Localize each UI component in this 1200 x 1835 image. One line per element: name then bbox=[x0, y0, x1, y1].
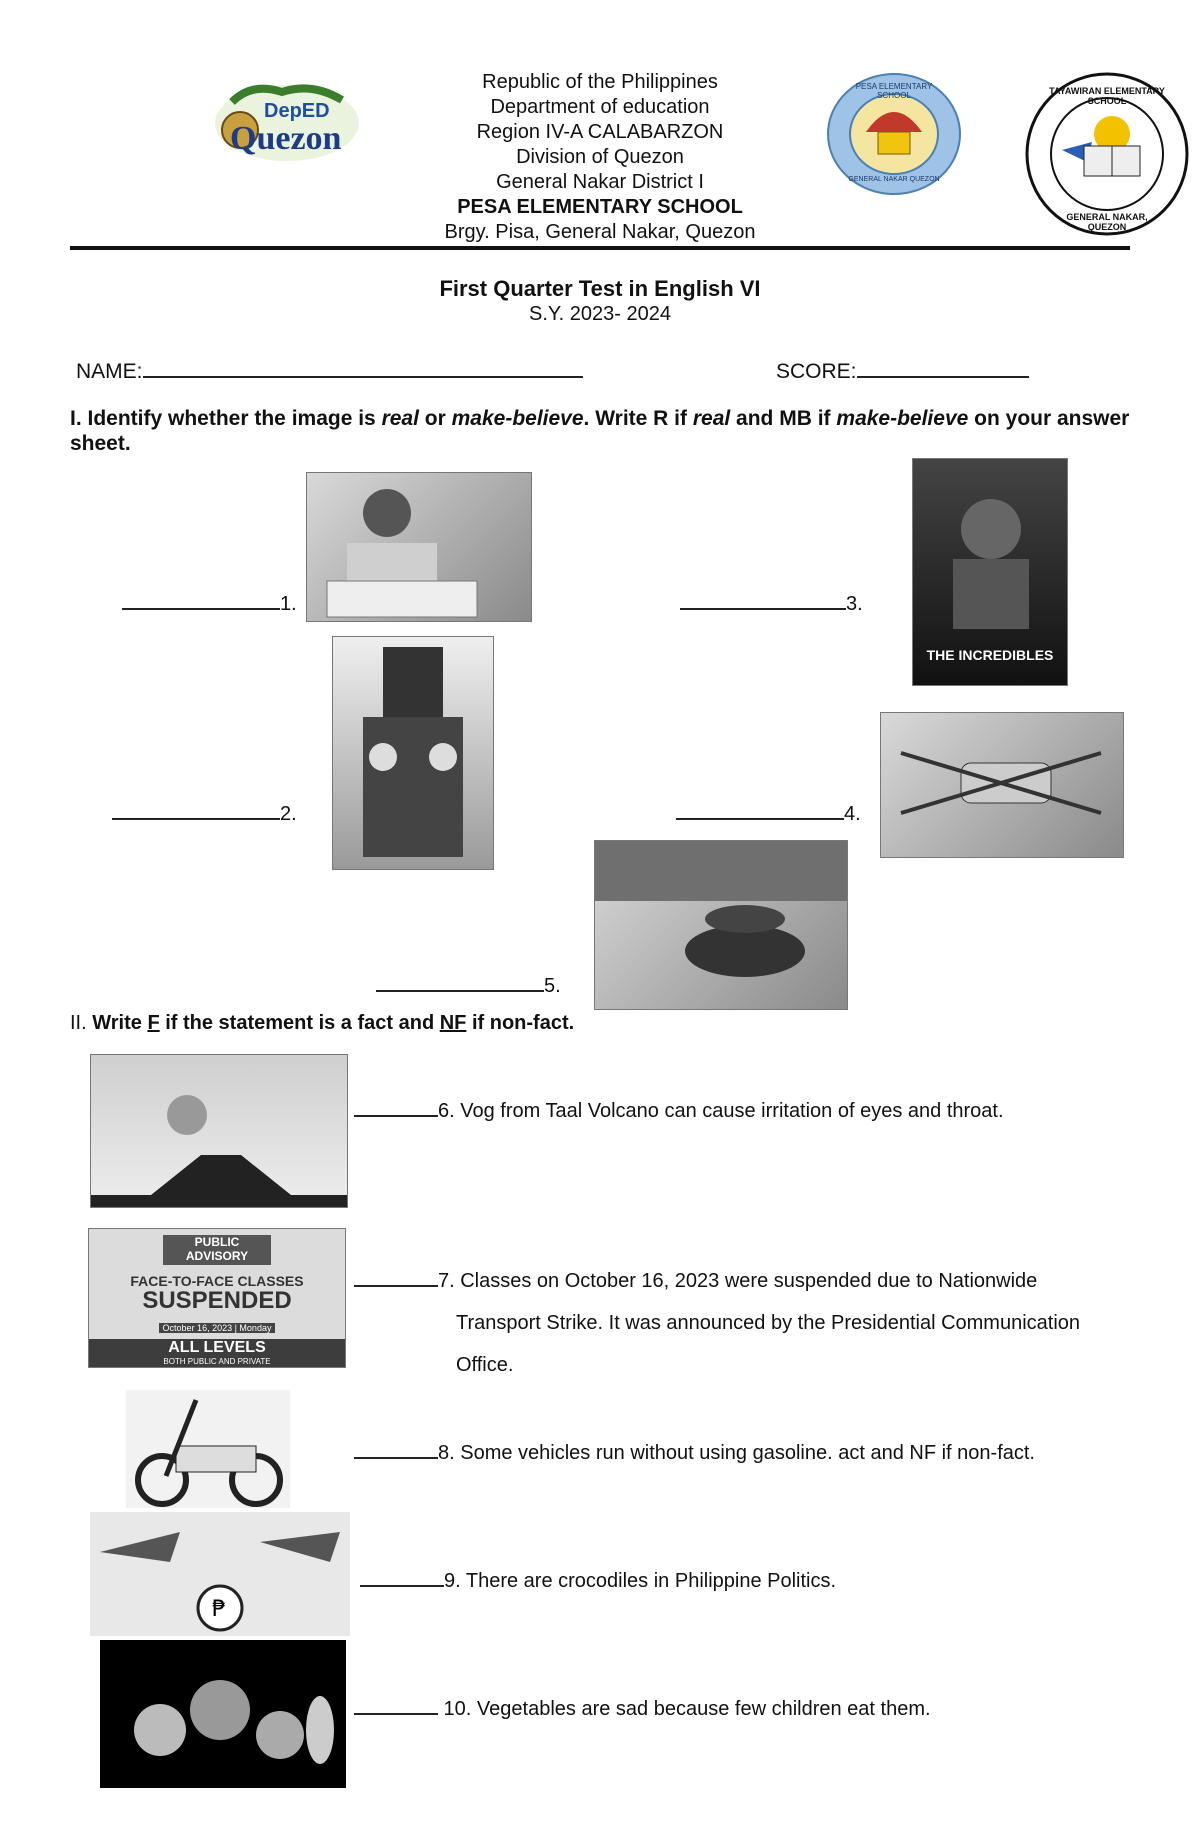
instr-text: II. bbox=[70, 1012, 93, 1034]
answer-blank[interactable] bbox=[354, 1091, 438, 1117]
answer-item-2[interactable] bbox=[112, 798, 297, 826]
quezon-text: Quezon bbox=[230, 120, 342, 157]
item-number: 1. bbox=[280, 593, 297, 615]
boy-reading-photo bbox=[306, 472, 532, 622]
question-text: 7. Classes on October 16, 2023 were suspended due to Nationwide bbox=[438, 1270, 1038, 1292]
answer-blank[interactable] bbox=[360, 1561, 444, 1587]
tayawiran-seal-text: TAYAWIRAN ELEMENTARY SCHOOL bbox=[1049, 86, 1165, 106]
answer-blank[interactable] bbox=[680, 588, 846, 610]
pesa-school-seal bbox=[826, 72, 962, 196]
answer-item-1[interactable] bbox=[122, 588, 297, 616]
instr-text: make-believe bbox=[836, 407, 969, 430]
score-blank[interactable] bbox=[857, 356, 1029, 378]
instr-text: and MB if bbox=[730, 407, 837, 430]
header-divider bbox=[70, 246, 1130, 250]
answer-blank[interactable] bbox=[354, 1433, 438, 1459]
answer-item-3[interactable] bbox=[680, 588, 863, 616]
voltes-robot-image bbox=[332, 636, 494, 870]
header-line: Department of education bbox=[490, 96, 710, 118]
score-label: SCORE: bbox=[776, 360, 857, 383]
question-8[interactable] bbox=[354, 1432, 1035, 1474]
incredibles-poster bbox=[912, 458, 1068, 686]
question-text: 6. Vog from Taal Volcano can cause irritation of eyes and throat. bbox=[438, 1100, 1004, 1122]
answer-blank[interactable] bbox=[376, 970, 544, 992]
advisory-line: ALL LEVELS bbox=[168, 1339, 266, 1356]
item-number: 3. bbox=[846, 593, 863, 615]
question-text: 8. Some vehicles run without using gasoline. act and NF if non-fact. bbox=[438, 1442, 1035, 1464]
header-line: Region IV-A CALABARZON bbox=[476, 121, 724, 143]
name-field[interactable] bbox=[76, 356, 583, 384]
answer-item-5[interactable] bbox=[376, 970, 561, 998]
question-text: 9. There are crocodiles in Philippine Politics. bbox=[444, 1570, 837, 1592]
part2-instructions bbox=[70, 1012, 574, 1035]
advisory-line: SUSPENDED bbox=[142, 1287, 292, 1314]
crocodile-cartoon-image bbox=[90, 1512, 350, 1636]
question-7-continuation: Transport Strike. It was announced by the Presidential Communication bbox=[456, 1312, 1081, 1334]
header-line: Division of Quezon bbox=[516, 146, 684, 168]
advisory-line: PUBLIC bbox=[194, 1235, 240, 1249]
part1-instructions bbox=[70, 406, 1130, 456]
answer-blank[interactable] bbox=[676, 798, 844, 820]
instr-text: NF bbox=[439, 1012, 467, 1034]
name-label: NAME: bbox=[76, 360, 143, 383]
item-number: 2. bbox=[280, 803, 297, 825]
advisory-line: October 16, 2023 | Monday bbox=[159, 1323, 275, 1333]
test-title: First Quarter Test in English VI bbox=[439, 276, 761, 301]
instr-text: on your answer sheet. bbox=[70, 407, 1130, 455]
item-number: 4. bbox=[844, 803, 861, 825]
name-blank[interactable] bbox=[143, 356, 583, 378]
school-address: Brgy. Pisa, General Nakar, Quezon bbox=[444, 221, 756, 243]
pesa-seal-text: PESA ELEMENTARY SCHOOL bbox=[855, 82, 933, 100]
advisory-line: FACE-TO-FACE CLASSES bbox=[130, 1273, 304, 1289]
question-7[interactable] bbox=[354, 1260, 1037, 1302]
advisory-line: ADVISORY bbox=[185, 1249, 249, 1263]
instr-text: real bbox=[692, 407, 731, 430]
tayawiran-seal-bottom-text: GENERAL NAKAR, QUEZON bbox=[1066, 212, 1148, 232]
score-field[interactable] bbox=[776, 356, 1029, 384]
question-7-continuation: Office. bbox=[456, 1354, 514, 1376]
header-line: Republic of the Philippines bbox=[482, 71, 718, 93]
item-number: 5. bbox=[544, 975, 561, 997]
instr-text: if non-fact. bbox=[466, 1012, 575, 1034]
sad-vegetables-image bbox=[100, 1640, 346, 1788]
question-9[interactable] bbox=[360, 1560, 836, 1602]
instr-text: if the statement is a fact and bbox=[159, 1012, 440, 1034]
tayawiran-school-seal bbox=[1022, 72, 1192, 236]
deped-text: DepED bbox=[264, 100, 330, 122]
instr-text: I. Identify whether the image is bbox=[70, 407, 382, 430]
instr-text: real bbox=[381, 407, 419, 430]
question-10[interactable] bbox=[354, 1688, 931, 1730]
answer-blank[interactable] bbox=[112, 798, 280, 820]
carabao-plowing-photo bbox=[594, 840, 848, 1010]
volcano-vog-image bbox=[90, 1054, 348, 1208]
deped-quezon-logo bbox=[212, 82, 362, 164]
instr-text: or bbox=[418, 407, 452, 430]
answer-item-4[interactable] bbox=[676, 798, 861, 826]
poster-title: THE INCREDIBLES bbox=[926, 647, 1054, 663]
answer-blank[interactable] bbox=[354, 1261, 438, 1287]
drone-photo bbox=[880, 712, 1124, 858]
advisory-line: BOTH PUBLIC AND PRIVATE bbox=[163, 1357, 271, 1366]
svg-text:₱: ₱ bbox=[212, 1597, 226, 1622]
instr-text: F bbox=[147, 1012, 160, 1034]
question-text: 10. Vegetables are sad because few children eat them. bbox=[438, 1698, 931, 1720]
answer-blank[interactable] bbox=[122, 588, 280, 610]
advisory-badge bbox=[163, 1235, 271, 1265]
public-advisory-image bbox=[88, 1228, 346, 1368]
school-name: PESA ELEMENTARY SCHOOL bbox=[457, 196, 743, 218]
pesa-seal-bottom-text: GENERAL NAKAR QUEZON bbox=[848, 176, 940, 183]
instr-text: make-believe bbox=[451, 407, 584, 430]
answer-blank[interactable] bbox=[354, 1689, 438, 1715]
advisory-footer bbox=[89, 1339, 345, 1367]
instr-text: Write bbox=[92, 1012, 148, 1034]
school-year: S.Y. 2023- 2024 bbox=[529, 303, 671, 325]
question-6[interactable] bbox=[354, 1090, 1004, 1132]
electric-scooter-image bbox=[126, 1390, 290, 1508]
instr-text: . Write R if bbox=[583, 407, 693, 430]
header-line: General Nakar District I bbox=[496, 171, 704, 193]
